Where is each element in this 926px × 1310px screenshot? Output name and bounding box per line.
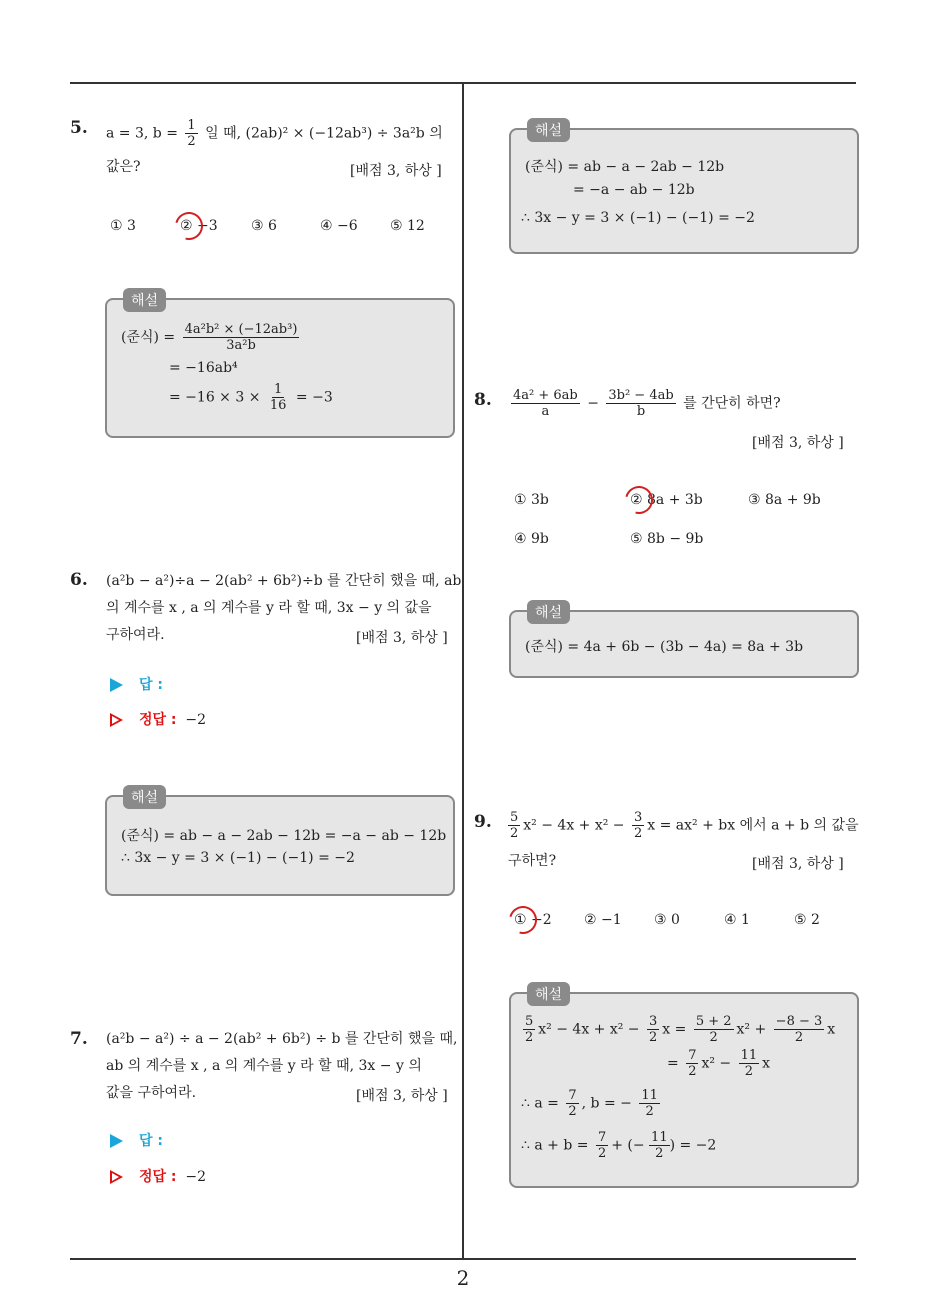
- score-meta: [배점 3, 하상 ]: [752, 856, 844, 872]
- solution-line: (준식) = 4a + 6b − (3b − 4a) = 8a + 3b: [525, 639, 804, 655]
- solution-tag: 해설: [123, 785, 166, 809]
- choice-2[interactable]: ② −1: [584, 912, 622, 928]
- solution-line: ∴ 3x − y = 3 × (−1) − (−1) = −2: [121, 850, 355, 866]
- play-outline-icon: [110, 713, 123, 727]
- choice-4[interactable]: ④ 1: [724, 912, 750, 928]
- solution-tag: 해설: [527, 982, 570, 1006]
- selected-answer-mark: [620, 481, 658, 519]
- score-meta: [배점 3, 하상 ]: [356, 630, 448, 646]
- solution-box-q7: [509, 123, 859, 254]
- answer-row: 답 :: [110, 1130, 163, 1150]
- play-icon: [110, 1134, 123, 1148]
- column-divider: [462, 83, 464, 1259]
- question-text-line1: (a²b − a²) ÷ a − 2(ab² + 6b²) ÷ b 를 간단히 했을 때,: [106, 1031, 458, 1047]
- choices: [510, 912, 856, 932]
- choice-4[interactable]: ④ −6: [320, 218, 358, 234]
- solution-box: [509, 987, 859, 1188]
- question-number: 6.: [70, 570, 88, 590]
- solution-tag: 해설: [123, 288, 166, 312]
- solution-line: = −a − ab − 12b: [573, 182, 695, 198]
- choices: [510, 492, 856, 552]
- question-text-line2: 값은?: [106, 159, 141, 175]
- solution-tag: 해설: [527, 118, 570, 142]
- solution-line: ∴ a + b = $\frac{7}{2}$ + (− $\frac{11}{2}$ ) = −2: [521, 1130, 717, 1161]
- selected-answer-mark: [504, 901, 542, 939]
- solution-box: [105, 790, 455, 896]
- choices: [106, 218, 456, 238]
- choice-3[interactable]: ③ 8a + 9b: [748, 492, 821, 508]
- answer-row: 답 :: [110, 674, 163, 694]
- bottom-rule: [70, 1258, 856, 1260]
- choice-5[interactable]: ⑤ 8b − 9b: [630, 531, 704, 547]
- page-number: 2: [456, 1266, 470, 1290]
- solution-line: ∴ a = $\frac{7}{2}$ , b = − $\frac{11}{2}$: [521, 1088, 658, 1119]
- solution-line: = −16ab⁴: [169, 360, 238, 376]
- choice-3[interactable]: ③ 6: [251, 218, 277, 234]
- question-number: 9.: [474, 812, 492, 832]
- score-meta: [배점 3, 하상 ]: [752, 435, 844, 451]
- correct-answer-row: 정답 : −2: [110, 1166, 206, 1186]
- question-number: 5.: [70, 118, 88, 138]
- question-text: $\frac{\text{4a² + 6ab}}{a}$ − $\frac{\text{3b² − 4ab}}{b}$ 를 간단히 하면?: [513, 388, 781, 419]
- choice-1[interactable]: ① −2: [514, 912, 552, 928]
- question-text-line2: 의 계수를 x , a 의 계수를 y 라 할 때, 3x − y 의 값을: [106, 600, 432, 616]
- question-text-line3: 값을 구하여라.: [106, 1085, 197, 1101]
- solution-line: (준식) = ab − a − 2ab − 12b: [525, 159, 725, 175]
- choice-5[interactable]: ⑤ 12: [390, 218, 425, 234]
- question-text-line1: (a²b − a²)÷a − 2(ab² + 6b²)÷b 를 간단히 했을 때, ab: [106, 573, 462, 589]
- solution-box: [509, 605, 859, 678]
- choice-4[interactable]: ④ 9b: [514, 531, 549, 547]
- choice-2[interactable]: ② 8a + 3b: [630, 492, 703, 508]
- score-meta: [배점 3, 하상 ]: [356, 1088, 448, 1104]
- choice-3[interactable]: ③ 0: [654, 912, 680, 928]
- solution-line: = $\frac{7}{2}$ x² − $\frac{11}{2}$ x: [667, 1048, 771, 1079]
- solution-line: (준식) = ab − a − 2ab − 12b = −a − ab − 12b: [121, 828, 447, 844]
- correct-answer-row: 정답 : −2: [110, 709, 206, 729]
- solution-box: [105, 293, 455, 438]
- question-text-line2: ab 의 계수를 x , a 의 계수를 y 라 할 때, 3x − y 의: [106, 1058, 422, 1074]
- question-text: a = 3, b = $\frac{1}{2}$ 일 때, (2ab)² × (−12ab³) ÷ 3a²b 의: [106, 118, 443, 149]
- solution-tag: 해설: [527, 600, 570, 624]
- solution-line: (준식) = $\frac{\text{4a²b² × (−12ab³)}}{\text{3a²b}}$: [121, 322, 298, 353]
- choice-5[interactable]: ⑤ 2: [794, 912, 820, 928]
- fraction: $\frac{1}{2}$: [187, 118, 196, 149]
- question-text-line2: 구하면?: [508, 853, 557, 869]
- solution-line: ∴ 3x − y = 3 × (−1) − (−1) = −2: [521, 210, 755, 226]
- solution-line: $\frac{5}{2}$ x² − 4x + x² − $\frac{3}{2}$ x = $\frac{5 + 2}{2}$ x² + $\frac{-8 - 3}{2}$ x: [525, 1014, 836, 1045]
- score-meta: [배점 3, 하상 ]: [350, 163, 442, 179]
- question-number: 8.: [474, 390, 492, 410]
- selected-answer-mark: [170, 207, 208, 245]
- choice-2[interactable]: ② −3: [180, 218, 218, 234]
- choice-1[interactable]: ① 3b: [514, 492, 549, 508]
- play-outline-icon: [110, 1170, 123, 1184]
- solution-line: = −16 × 3 × $\frac{1}{16}$ = −3: [169, 382, 333, 413]
- question-number: 7.: [70, 1029, 88, 1049]
- choice-1[interactable]: ① 3: [110, 218, 136, 234]
- play-icon: [110, 678, 123, 692]
- question-text: $\frac{5}{2}$ x² − 4x + x² − $\frac{3}{2}$ x = ax² + bx 에서 a + b 의 값을: [510, 810, 859, 841]
- question-text-line3: 구하여라.: [106, 627, 165, 643]
